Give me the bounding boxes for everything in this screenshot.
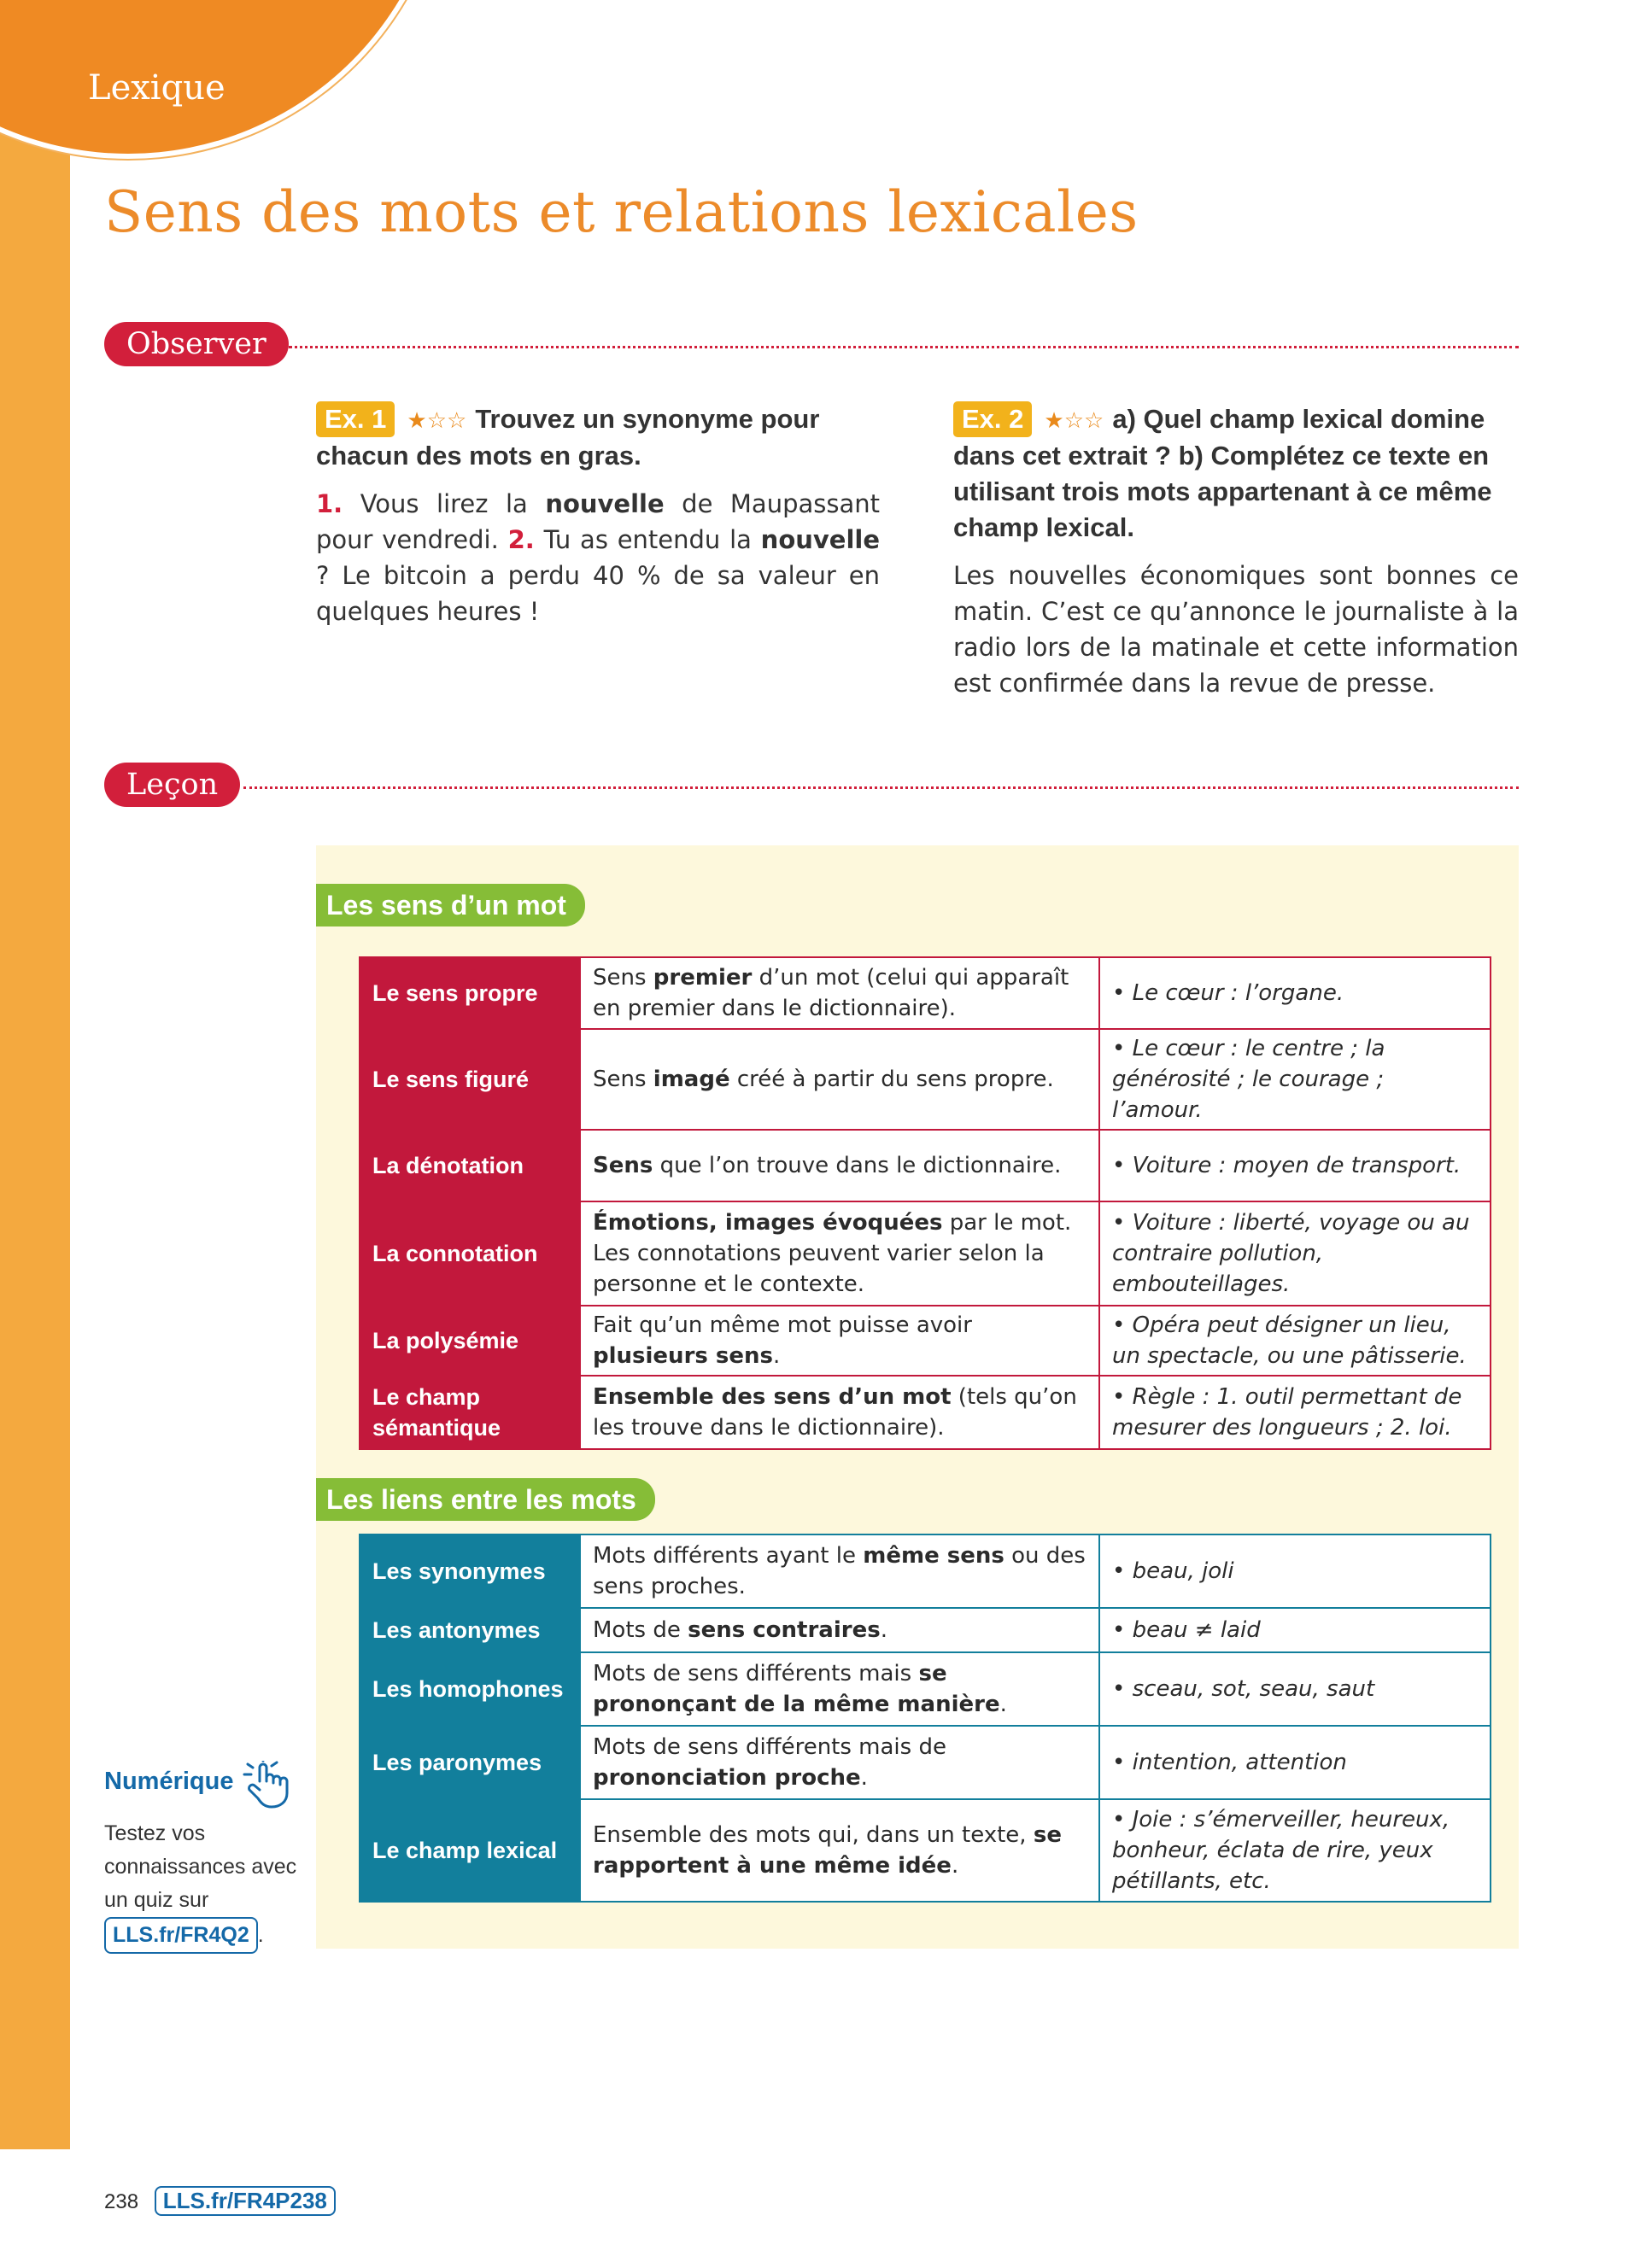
example-cell: • Le cœur : l’organe. bbox=[1099, 957, 1491, 1029]
example-cell: • beau ≠ laid bbox=[1099, 1608, 1491, 1652]
term-cell: La dénotation bbox=[360, 1130, 580, 1201]
term-cell: Les homophones bbox=[360, 1652, 580, 1726]
definition-cell: Ensemble des sens d’un mot (tels qu’on les trouve dans le dictionnaire). bbox=[580, 1376, 1099, 1449]
example-cell: • sceau, sot, seau, saut bbox=[1099, 1652, 1491, 1726]
exercise-badge: Ex. 2 bbox=[953, 401, 1032, 437]
term-cell: Le champ lexical bbox=[360, 1799, 580, 1902]
observer-label: Observer bbox=[104, 322, 289, 366]
numerique-text: Testez vos connaissances avec un quiz sur LLS.fr/FR4Q2 . bbox=[104, 1817, 301, 1954]
exercise-question: a) Quel champ lexical domine dans cet extrait ? b) Complétez ce texte en utilisant trois mots appartenant à ce même champ lexical. bbox=[953, 404, 1492, 542]
exercise-2 bbox=[953, 401, 1519, 701]
term-cell: La connotation bbox=[360, 1201, 580, 1306]
table-row bbox=[360, 1306, 1491, 1376]
exercise-question: Trouvez un synonyme pour chacun des mots en gras. bbox=[316, 404, 820, 471]
page-title: Sens des mots et relations lexicales bbox=[104, 179, 1139, 245]
footer bbox=[104, 2186, 336, 2216]
definition-cell: Mots de sens différents mais se prononçant de la même manière. bbox=[580, 1652, 1099, 1726]
definition-cell: Sens que l’on trouve dans le dictionnaire. bbox=[580, 1130, 1099, 1201]
table-row bbox=[360, 1376, 1491, 1449]
term-cell: Les paronymes bbox=[360, 1726, 580, 1799]
observer-divider bbox=[289, 346, 1519, 348]
term-cell: La polysémie bbox=[360, 1306, 580, 1376]
example-cell: • Joie : s’émerveiller, heureux, bonheur, éclata de rire, yeux pétillants, etc. bbox=[1099, 1799, 1491, 1902]
table-row bbox=[360, 1799, 1491, 1902]
definition-cell: Mots différents ayant le même sens ou des sens proches. bbox=[580, 1534, 1099, 1608]
term-cell: Le sens figuré bbox=[360, 1029, 580, 1130]
table-row bbox=[360, 1130, 1491, 1201]
example-cell: • Le cœur : le centre ; la générosité ; le courage ; l’amour. bbox=[1099, 1029, 1491, 1130]
left-sidebar-band bbox=[0, 0, 70, 2149]
definition-cell: Fait qu’un même mot puisse avoir plusieurs sens. bbox=[580, 1306, 1099, 1376]
example-cell: • Voiture : moyen de transport. bbox=[1099, 1130, 1491, 1201]
lecon-label: Leçon bbox=[104, 763, 240, 807]
exercise-text: Les nouvelles économiques sont bonnes ce matin. C’est ce qu’annonce le journaliste à la radio lors de la matinale et cette information est confirmée dans la revue de presse. bbox=[953, 561, 1519, 698]
table-row bbox=[360, 1029, 1491, 1130]
liens-table bbox=[359, 1534, 1491, 1903]
section-title-liens: Les liens entre les mots bbox=[316, 1478, 655, 1521]
page-link[interactable]: LLS.fr/FR4P238 bbox=[155, 2186, 336, 2216]
definition-cell: Émotions, images évoquées par le mot. Les connotations peuvent varier selon la personne et le contexte. bbox=[580, 1201, 1099, 1306]
exercise-1 bbox=[316, 401, 880, 629]
example-cell: • Opéra peut désigner un lieu, un spectacle, ou une pâtisserie. bbox=[1099, 1306, 1491, 1376]
example-cell: • intention, attention bbox=[1099, 1726, 1491, 1799]
table-row bbox=[360, 1201, 1491, 1306]
section-label: Lexique bbox=[88, 68, 226, 108]
definition-cell: Mots de sens différents mais de prononciation proche. bbox=[580, 1726, 1099, 1799]
definition-cell: Sens premier d’un mot (celui qui apparaît en premier dans le dictionnaire). bbox=[580, 957, 1099, 1029]
table-row bbox=[360, 1608, 1491, 1652]
exercise-badge: Ex. 1 bbox=[316, 401, 395, 437]
section-title-sens: Les sens d’un mot bbox=[316, 884, 585, 926]
example-cell: • Voiture : liberté, voyage ou au contraire pollution, embouteillages. bbox=[1099, 1201, 1491, 1306]
pointing-hand-icon bbox=[241, 1761, 294, 1810]
definition-cell: Ensemble des mots qui, dans un texte, se rapportent à une même idée. bbox=[580, 1799, 1099, 1902]
exercise-text: 1. Vous lirez la nouvelle de Maupassant pour vendredi. 2. Tu as entendu la nouvelle ? Le bitcoin a perdu 40 % de sa valeur en quelques heures ! bbox=[316, 489, 881, 626]
table-row bbox=[360, 1726, 1491, 1799]
lecon-divider bbox=[243, 786, 1519, 789]
table-row bbox=[360, 1652, 1491, 1726]
quiz-link[interactable]: LLS.fr/FR4Q2 bbox=[104, 1917, 258, 1954]
definition-cell: Sens imagé créé à partir du sens propre. bbox=[580, 1029, 1099, 1130]
term-cell: Les antonymes bbox=[360, 1608, 580, 1652]
table-row bbox=[360, 1534, 1491, 1608]
numerique-box bbox=[104, 1761, 301, 1954]
term-cell: Le sens propre bbox=[360, 957, 580, 1029]
term-cell: Le champ sémantique bbox=[360, 1376, 580, 1449]
definition-cell: Mots de sens contraires. bbox=[580, 1608, 1099, 1652]
sens-table bbox=[359, 956, 1491, 1450]
numerique-title: Numérique bbox=[104, 1768, 234, 1796]
example-cell: • Règle : 1. outil permettant de mesurer des longueurs ; 2. loi. bbox=[1099, 1376, 1491, 1449]
difficulty-stars-icon: ★☆☆ bbox=[1044, 407, 1104, 433]
term-cell: Les synonymes bbox=[360, 1534, 580, 1608]
page-number: 238 bbox=[104, 2190, 139, 2213]
difficulty-stars-icon: ★☆☆ bbox=[407, 407, 467, 433]
example-cell: • beau, joli bbox=[1099, 1534, 1491, 1608]
table-row bbox=[360, 957, 1491, 1029]
